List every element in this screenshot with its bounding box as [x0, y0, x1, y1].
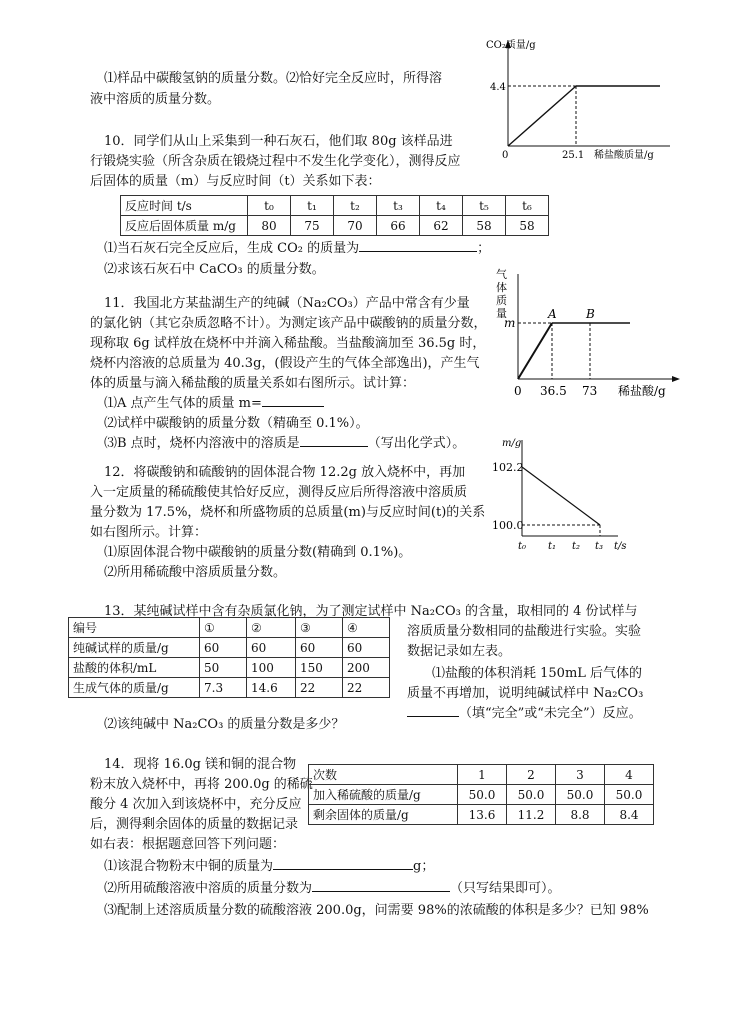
- table-cell: 62: [420, 216, 463, 236]
- table-cell: 66: [377, 216, 420, 236]
- table-cell: 7.3: [200, 678, 247, 698]
- q10-sub1: [104, 240, 490, 258]
- table-cell: 50.0: [605, 785, 654, 805]
- table-row: [69, 658, 390, 678]
- table-cell: t₀: [248, 196, 291, 216]
- table-cell: 22: [343, 678, 390, 698]
- chart-mass-time: [490, 432, 640, 557]
- q14-sub1-text: ⑴该混合物粉末中铜的质量为: [104, 859, 274, 874]
- table-cell: 加入稀硫酸的质量/g: [309, 785, 458, 805]
- q14-line4: 后，测得剩余固体的质量的数据记录: [90, 817, 299, 832]
- chart-gas-mass: [490, 264, 690, 404]
- q13-line2: 溶质质量分数相同的盐酸进行实验。实验: [407, 624, 642, 639]
- table-row: [69, 678, 390, 698]
- q11-line4: 烧杯内溶液的总质量为 40.3g，(假设产生的气体全部逸出)，产生气: [90, 356, 480, 371]
- table-cell: 14.6: [247, 678, 296, 698]
- q14-sub1-end: g；: [413, 859, 435, 874]
- table-cell: 60: [200, 638, 247, 658]
- q11-sub3-end: （写出化学式）。: [367, 436, 466, 451]
- answer-blank[interactable]: [300, 446, 368, 447]
- q13-table: [68, 617, 390, 698]
- x-tick: t₁: [548, 541, 557, 552]
- table-row: [309, 805, 654, 825]
- table-cell: 反应时间 t/s: [121, 196, 248, 216]
- q13-sub1-l3-text: （填“完全”或“未完全”）反应。: [459, 706, 642, 721]
- x-tick: 0: [514, 384, 522, 398]
- q12-line2: 入一定质量的稀硫酸使其恰好反应，测得反应后所得溶液中溶质质: [90, 485, 468, 500]
- q10-line1: 10．同学们从山上采集到一种石灰石，他们取 80g 该样品进: [104, 134, 453, 149]
- y-axis-label: CO₂质量/g: [486, 40, 536, 51]
- table-cell: t₁: [291, 196, 334, 216]
- q13-line1: 13．某纯碱试样中含有杂质氯化钠，为了测定试样中 Na₂CO₃ 的含量，取相同的 4 份试样与: [104, 604, 638, 619]
- table-cell: 反应后固体质量 m/g: [121, 216, 248, 236]
- q13-line3: 数据记录如左表。: [407, 644, 512, 659]
- series-line-rise: [508, 86, 576, 146]
- x-axis-label: 稀盐酸质量/g: [594, 150, 654, 161]
- x-axis-label: t/s: [614, 541, 627, 552]
- x-axis-arrow: [672, 376, 680, 382]
- q14-sub2-text: ⑵所用硫酸溶液中溶质的质量分数为: [104, 881, 313, 896]
- x-tick-25.1: 25.1: [562, 150, 585, 161]
- q10-sub2: ⑵求该石灰石中 CaCO₃ 的质量分数。: [104, 262, 325, 277]
- table-cell: t₃: [377, 196, 420, 216]
- x-tick: t₂: [572, 541, 581, 552]
- table-cell: 100: [247, 658, 296, 678]
- q13-sub1-l2: 质量不再增加，说明纯碱试样中 Na₂CO₃: [407, 686, 644, 701]
- y-label-char: 气: [496, 268, 507, 281]
- table-cell: ④: [343, 618, 390, 638]
- table-cell: 生成气体的质量/g: [69, 678, 200, 698]
- q11-sub1-text: ⑴A 点产生气体的质量 m=: [104, 396, 262, 411]
- table-cell: 60: [343, 638, 390, 658]
- x-tick: 73: [582, 384, 598, 398]
- q10-line2: 行锻烧实验（所含杂质在锻烧过程中不发生化学变化），测得反应: [90, 154, 461, 169]
- q11-line1: 11．我国北方某盐湖生产的纯碱（Na₂CO₃）产品中常含有少量: [104, 296, 470, 311]
- answer-blank[interactable]: [359, 251, 477, 252]
- q14-line3: 酸分 4 次加入到该烧杯中，充分反应: [90, 797, 302, 812]
- q11-line5: 体的质量与滴入稀盐酸的质量关系如右图所示。试计算：: [90, 376, 416, 391]
- q14-sub1: [104, 858, 434, 876]
- table-cell: 75: [291, 216, 334, 236]
- q13-sub1-l3: [407, 705, 642, 723]
- q12-line1: 12．将碳酸钠和硫酸钠的固体混合物 12.2g 放入烧杯中，再加: [104, 465, 466, 480]
- table-cell: 8.4: [605, 805, 654, 825]
- table-cell: 2: [507, 765, 556, 785]
- series-line-rise: [518, 323, 552, 379]
- q14-table: [308, 764, 654, 825]
- y-tick-top: 102.2: [492, 461, 524, 474]
- table-cell: t₄: [420, 196, 463, 216]
- table-cell: 3: [556, 765, 605, 785]
- q11-sub3-text: ⑶B 点时，烧杯内溶液中的溶质是: [104, 436, 300, 451]
- series-line-fall: [522, 467, 600, 525]
- x-tick: 36.5: [540, 384, 567, 398]
- y-axis-label: m/g: [502, 438, 522, 449]
- x-tick: t₀: [518, 541, 527, 552]
- q14-line2: 粉末放入烧杯中，再将 200.0g 的稀硫: [90, 777, 313, 792]
- table-cell: 4: [605, 765, 654, 785]
- q11-sub2: ⑵试样中碳酸钠的质量分数（精确至 0.1%）。: [104, 416, 369, 431]
- table-cell: 150: [296, 658, 343, 678]
- q10-line3: 后固体的质量（m）与反应时间（t）关系如下表：: [90, 174, 381, 189]
- table-cell: 纯碱试样的质量/g: [69, 638, 200, 658]
- point-b-label: B: [586, 307, 595, 321]
- q11-sub1: [104, 395, 324, 413]
- q11-sub3: [104, 435, 465, 453]
- q14-sub2-end: （只写结果即可）。: [450, 881, 561, 896]
- q14-line5: 如右表：根据题意回答下列问题：: [90, 837, 286, 852]
- answer-blank[interactable]: [407, 716, 459, 717]
- q12-line3: 量分数为 17.5%，烧杯和所盛物质的总质量(m)与反应时间(t)的关系: [90, 505, 486, 520]
- origin-label: 0: [502, 150, 509, 161]
- table-cell: t₅: [463, 196, 506, 216]
- table-cell: 50: [200, 658, 247, 678]
- table-cell: 11.2: [507, 805, 556, 825]
- q13-sub2: ⑵该纯碱中 Na₂CO₃ 的质量分数是多少？: [104, 717, 345, 732]
- table-cell: 50.0: [458, 785, 507, 805]
- q9-line1: ⑴样品中碳酸氢钠的质量分数。⑵恰好完全反应时，所得溶: [104, 71, 443, 86]
- table-cell: 80: [248, 216, 291, 236]
- table-cell: 剩余固体的质量/g: [309, 805, 458, 825]
- table-row: [69, 618, 390, 638]
- q13-sub1-l1: ⑴盐酸的体积消耗 150mL 后气体的: [432, 666, 643, 681]
- table-cell: 22: [296, 678, 343, 698]
- table-cell: 盐酸的体积/mL: [69, 658, 200, 678]
- q9-line2: 液中溶质的质量分数。: [90, 92, 221, 107]
- q14-line1: 14．现将 16.0g 镁和铜的混合物: [104, 757, 297, 772]
- q10-sub1-text: ⑴当石灰石完全反应后，生成 CO₂ 的质量为: [104, 241, 360, 256]
- q14-sub3: ⑶配制上述溶质质量分数的硫酸溶液 200.0g，问需要 98%的浓硫酸的体积是多少？已知 98%: [104, 903, 649, 918]
- answer-blank[interactable]: [273, 869, 413, 870]
- table-cell: ①: [200, 618, 247, 638]
- table-cell: 50.0: [507, 785, 556, 805]
- y-label-char: 质: [496, 294, 507, 307]
- table-cell: 8.8: [556, 805, 605, 825]
- m-label: m: [504, 316, 516, 330]
- table-cell: 58: [463, 216, 506, 236]
- q12-sub2: ⑵所用稀硫酸中溶质质量分数。: [104, 565, 287, 580]
- y-label-char: 量: [496, 307, 507, 320]
- answer-blank[interactable]: [262, 406, 324, 407]
- table-cell: 次数: [309, 765, 458, 785]
- table-cell: ②: [247, 618, 296, 638]
- chart-co2-mass: [480, 34, 680, 164]
- point-a-label: A: [548, 307, 557, 321]
- answer-blank[interactable]: [312, 891, 450, 892]
- x-tick: t₃: [595, 541, 604, 552]
- table-cell: 编号: [69, 618, 200, 638]
- table-cell: 60: [247, 638, 296, 658]
- y-label-char: 体: [496, 281, 507, 294]
- table-cell: 70: [334, 216, 377, 236]
- q14-sub2: [104, 880, 561, 898]
- table-cell: 60: [296, 638, 343, 658]
- q11-line3: 现称取 6g 试样放在烧杯中并滴入稀盐酸。当盐酸滴加至 36.5g 时，: [90, 336, 486, 351]
- table-row: [121, 196, 549, 216]
- q12-sub1: ⑴原固体混合物中碳酸钠的质量分数(精确到 0.1%)。: [104, 545, 412, 560]
- table-cell: 1: [458, 765, 507, 785]
- q10-sub1-end: ；: [477, 241, 491, 256]
- q11-line2: 的氯化钠（其它杂质忽略不计）。为测定该产品中碳酸钠的质量分数，: [90, 316, 487, 331]
- table-row: [69, 638, 390, 658]
- q10-table: [120, 195, 549, 236]
- table-cell: 58: [506, 216, 549, 236]
- y-tick-bottom: 100.0: [492, 519, 524, 532]
- table-row: [121, 216, 549, 236]
- q12-line4: 如右图所示。计算：: [90, 525, 208, 540]
- table-cell: 13.6: [458, 805, 507, 825]
- table-cell: 200: [343, 658, 390, 678]
- table-cell: t₂: [334, 196, 377, 216]
- table-cell: t₆: [506, 196, 549, 216]
- table-cell: ③: [296, 618, 343, 638]
- y-tick-4.4: 4.4: [490, 82, 506, 93]
- table-row: [309, 765, 654, 785]
- table-cell: 50.0: [556, 785, 605, 805]
- x-axis-label: 稀盐酸/g: [618, 384, 666, 398]
- table-row: [309, 785, 654, 805]
